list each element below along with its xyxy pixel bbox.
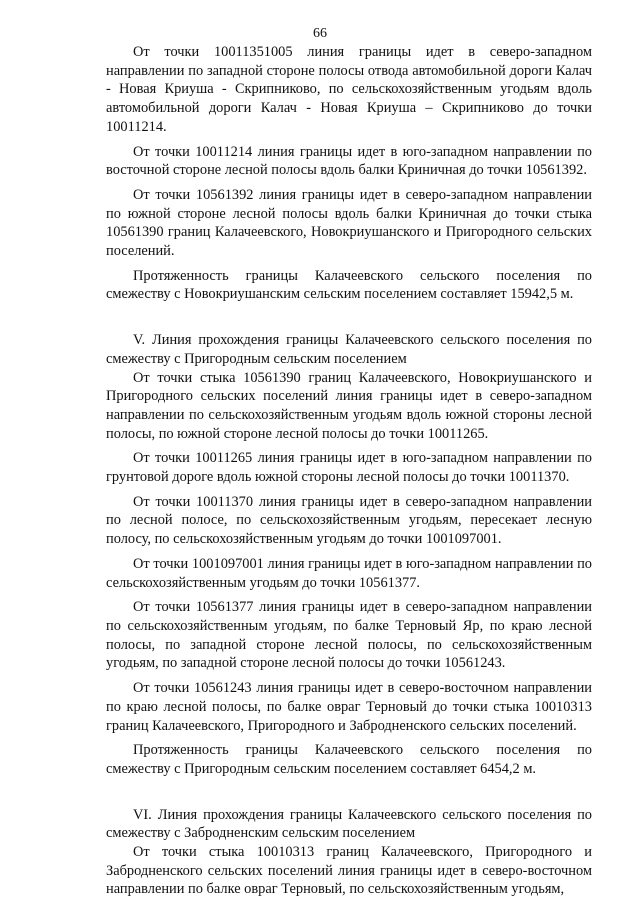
paragraph: От точки 10561392 линия границы идет в северо-западном направлении по южной стороне лесной полосы вдоль балки Криничная до точки стыка 10561390 границ Калачеевского, Новокриушанского и Пригородного сельских поселений. (106, 186, 592, 260)
paragraph: От точки 10561377 линия границы идет в северо-западном направлении по сельскохозяйственным угодьям, по балке Терновый Яр, по краю лесной полосы, по западной стороне лесной полосы, по сельскохозяйственным угодьям, по западной стороне лесной полосы до точки 10561243. (106, 599, 592, 672)
paragraph: От точки 1001097001 линия границы идет в юго-западном направлении по сельскохозяйственным угодьям до точки 10561377. (106, 555, 592, 591)
paragraph: От точки 10011370 линия границы идет в северо-западном направлении по лесной полосе, по сельскохозяйственным угодьям, пересекает лесную полосу, по сельскохозяйственным угодьям до точки 1001097001. (106, 493, 592, 548)
section-heading-v: V. Линия прохождения границы Калачеевского сельского поселения по смежеству с Пригородным сельским поселением (106, 332, 592, 367)
paragraph: От точки 10011265 линия границы идет в юго-западном направлении по грунтовой дороге вдоль южной стороны лесной полосы до точки 10011370. (106, 450, 592, 486)
paragraph: От точки 10011214 линия границы идет в юго-западном направлении по восточной стороне лесной полосы вдоль балки Криничная до точки 10561392. (106, 143, 592, 179)
section-heading-vi: VI. Линия прохождения границы Калачеевского сельского поселения по смежеству с Забродненским сельским поселением (106, 806, 592, 842)
paragraph: От точки 10011351005 линия границы идет в северо-западном направлении по западной стороне полосы отвода автомобильной дороги Калач - Новая Криуша - Скрипниково, по сельскохозяйственным угодьям вдоль автомобильной дороги Калач - Новая Криуша – Скрипниково до точки 10011214. (106, 44, 592, 135)
document-body (106, 43, 592, 899)
page-number: 66 (313, 26, 327, 41)
paragraph: От точки стыка 10010313 границ Калачеевского, Пригородного и Забродненского сельских поселений линия границы идет в северо-восточном направлении по балке овраг Терновый, по сельскохозяйственным угодьям, (106, 844, 592, 898)
paragraph: От точки 10561243 линия границы идет в северо-восточном направлении по краю лесной полосы, по балке овраг Терновый до точки стыка 10010313 границ Калачеевского, Пригородного и Забродненского сельских поселений. (106, 680, 592, 734)
length-summary: Протяженность границы Калачеевского сельского поселения по смежеству с Новокриушанским сельским поселением составляет 15942,5 м. (106, 267, 592, 303)
length-summary: Протяженность границы Калачеевского сельского поселения по смежеству с Пригородным сельским поселением составляет 6454,2 м. (106, 742, 592, 777)
paragraph: От точки стыка 10561390 границ Калачеевского, Новокриушанского и Пригородного сельских поселений линия границы идет в северо-западном направлении по сельскохозяйственным угодьям вдоль южной стороны лесной полосы, по южной стороне лесной полосы до точки 10011265. (106, 369, 592, 442)
